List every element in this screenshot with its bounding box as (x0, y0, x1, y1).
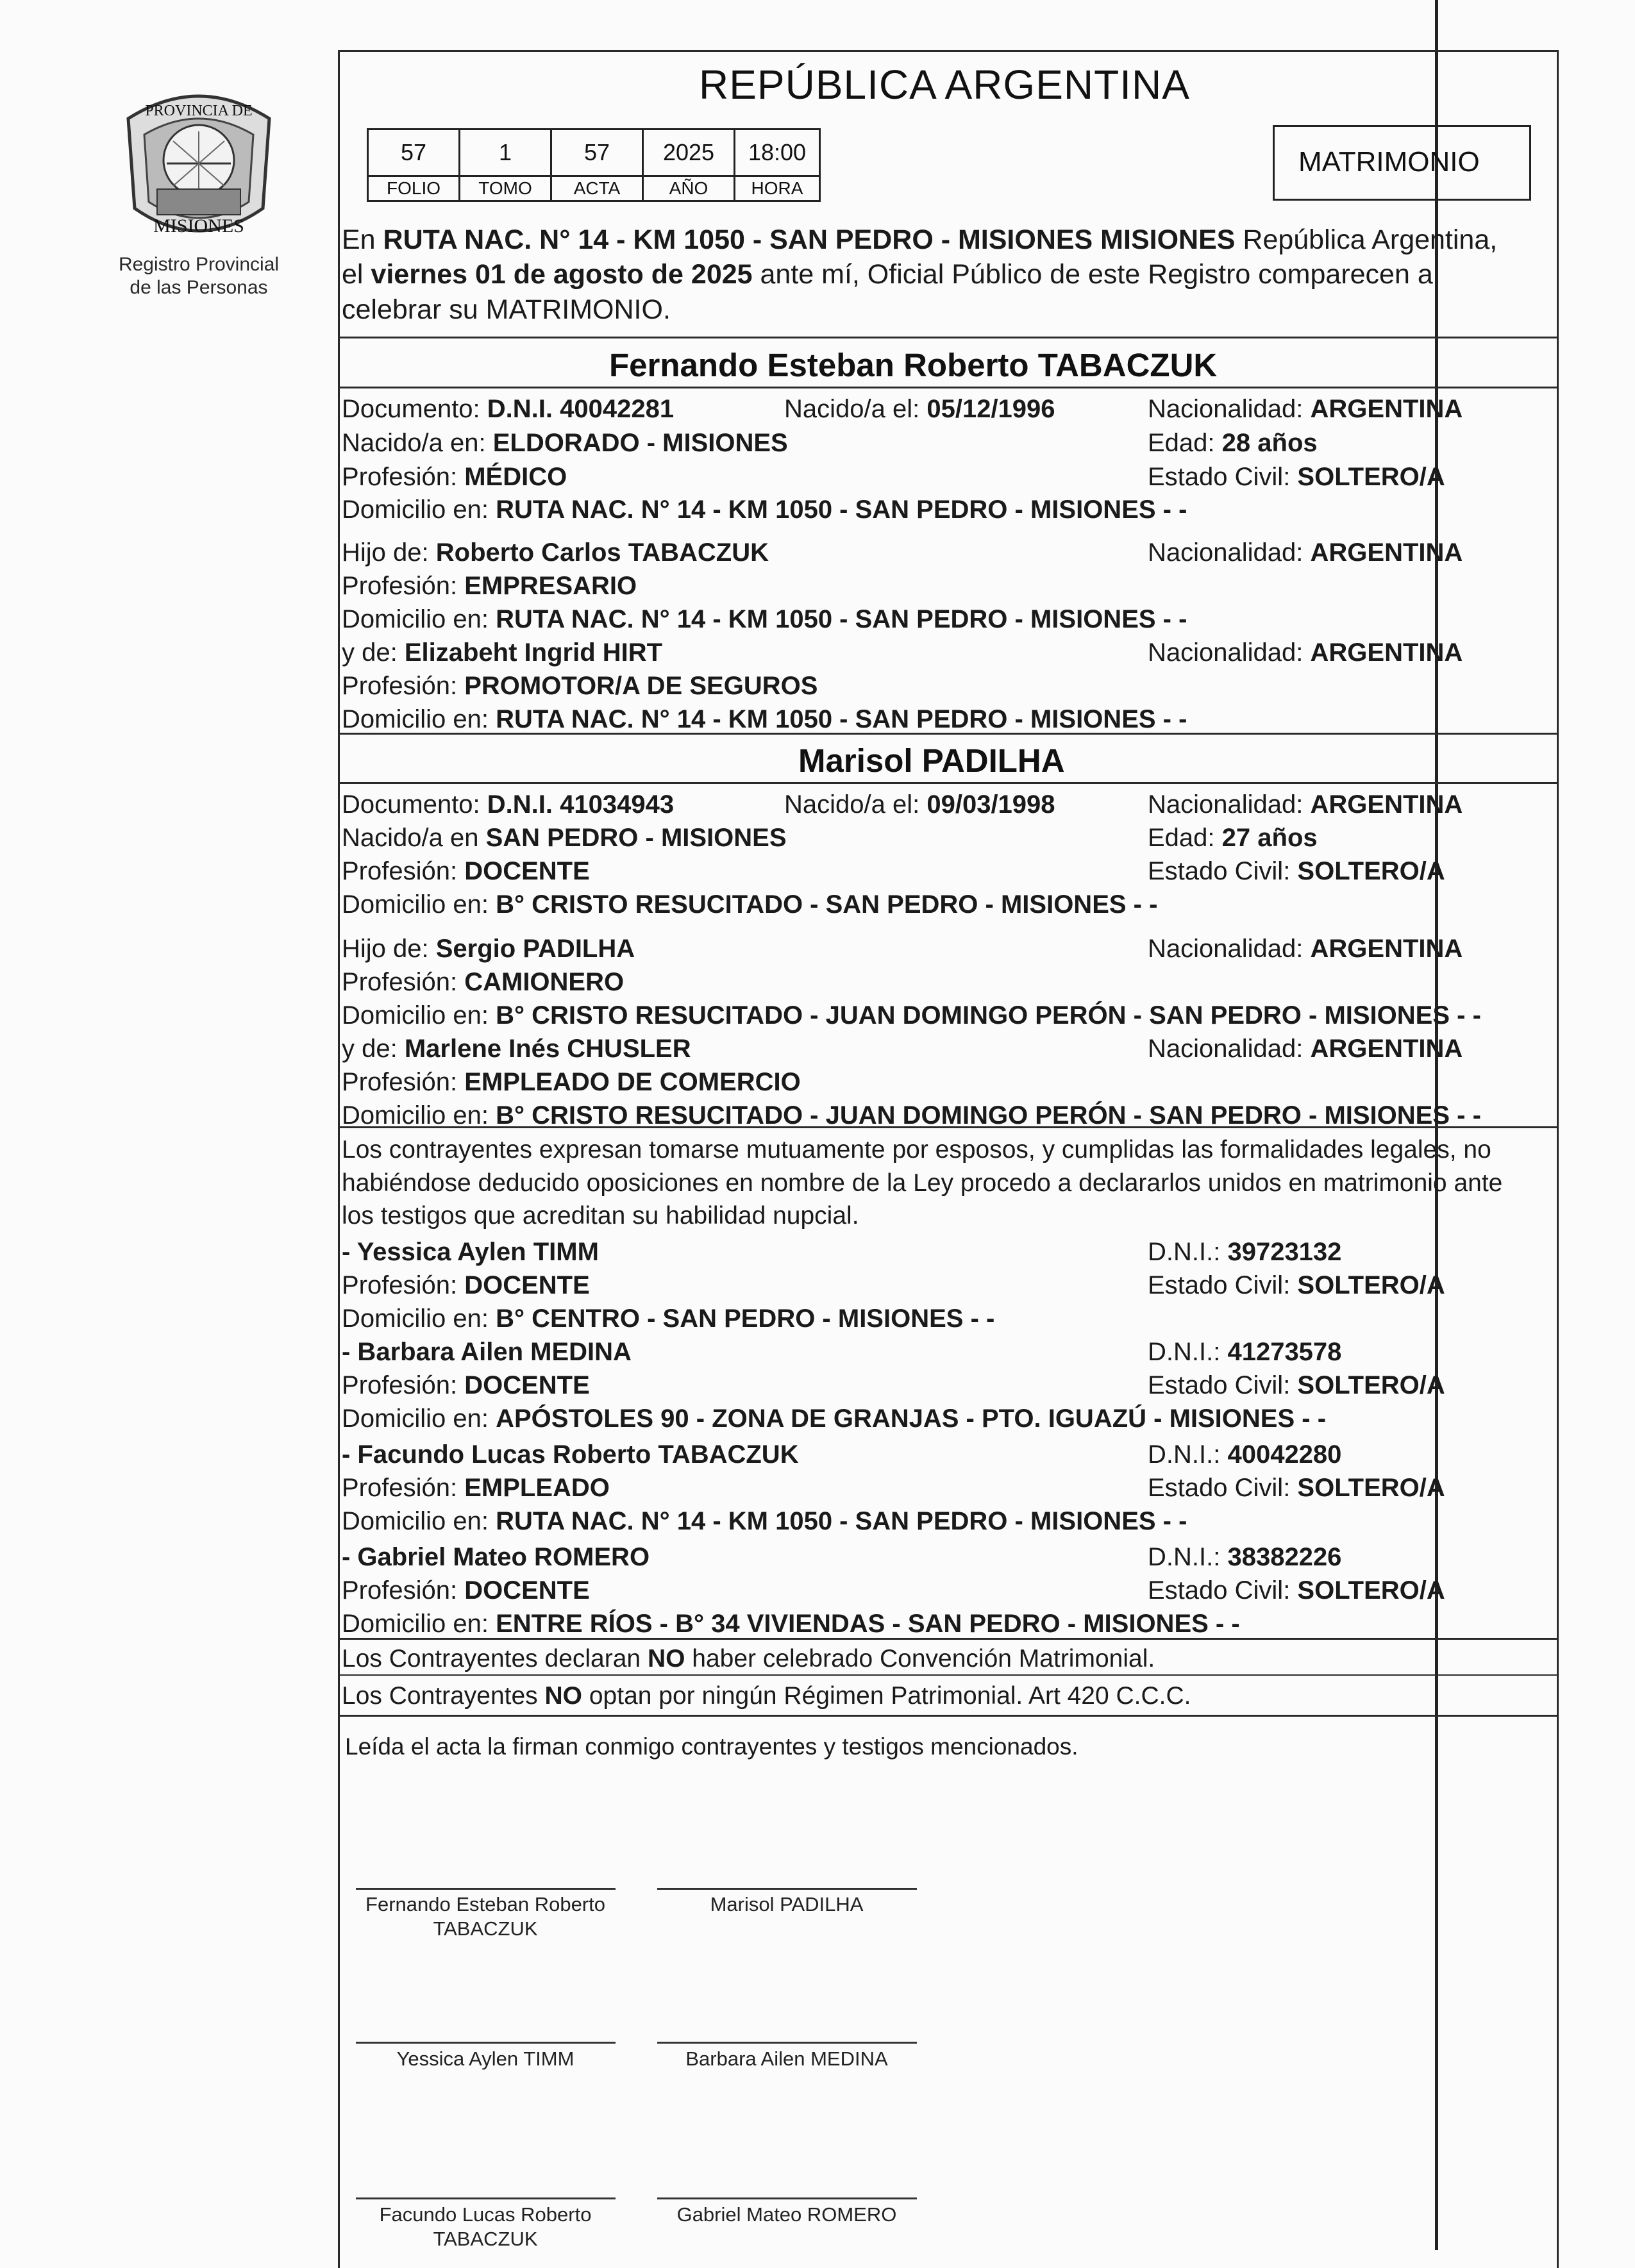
value: APÓSTOLES 90 - ZONA DE GRANJAS - PTO. IGUAZÚ - MISIONES - - (496, 1405, 1327, 1433)
hour-value: 18:00 (735, 129, 820, 176)
value: RUTA NAC. N° 14 - KM 1050 - SAN PEDRO - MISIONES - - (496, 1507, 1187, 1535)
value: SOLTERO/A (1297, 1474, 1445, 1502)
spouse2-father-profession (342, 967, 624, 997)
value: ARGENTINA (1310, 1035, 1463, 1063)
value: B° CENTRO - SAN PEDRO - MISIONES - - (496, 1305, 995, 1333)
value: SOLTERO/A (1297, 857, 1445, 885)
value: B° CRISTO RESUCITADO - JUAN DOMINGO PERÓN - SAN PEDRO - MISIONES - - (496, 1001, 1481, 1030)
witness-civil-status (1148, 1371, 1445, 1400)
witness-dni (1148, 1237, 1341, 1267)
label: Nacido/a el: (784, 790, 927, 819)
signature-line (356, 2197, 616, 2199)
witness-civil-status (1148, 1576, 1445, 1605)
registry-name-line: de las Personas (130, 277, 268, 298)
label: Profesión: (342, 1271, 465, 1299)
label: Domicilio en: (342, 890, 496, 919)
label: Documento: (342, 395, 487, 423)
label: Domicilio en: (342, 1610, 496, 1638)
emphasis: NO (544, 1682, 583, 1710)
value: ELDORADO - MISIONES (492, 429, 788, 457)
value: Marlene Inés CHUSLER (404, 1035, 691, 1063)
emphasis: NO (647, 1645, 685, 1672)
spouse2-nationality (1148, 790, 1463, 819)
value: ENTRE RÍOS - B° 34 VIVIENDAS - SAN PEDRO - MISIONES - - (496, 1610, 1240, 1638)
value: D.N.I. 41034943 (487, 790, 675, 819)
value: SOLTERO/A (1297, 1576, 1445, 1605)
label: Profesión: (342, 463, 465, 491)
label: Estado Civil: (1148, 1576, 1298, 1605)
witness-name: - Barbara Ailen MEDINA (342, 1338, 632, 1366)
divider (338, 1715, 1559, 1717)
registry-name (77, 253, 321, 299)
spouse2-mother-address (342, 1101, 1481, 1130)
label: Domicilio en: (342, 1507, 496, 1535)
label: Hijo de: (342, 538, 436, 567)
spouse1-age (1148, 428, 1318, 458)
label: Domicilio en: (342, 1305, 496, 1333)
value: DOCENTE (464, 857, 590, 885)
spouse2-address (342, 890, 1157, 919)
value: D.N.I. 40042281 (487, 395, 675, 423)
signature-name-line: TABACZUK (433, 2228, 538, 2250)
label: Nacido/a en: (342, 429, 493, 457)
spouse2-mother (342, 1034, 691, 1063)
spouse1-civil-status (1148, 462, 1445, 492)
label: Nacido/a en (342, 824, 486, 852)
signature-name (649, 1892, 925, 1917)
witness-profession (342, 1576, 590, 1605)
value: SOLTERO/A (1297, 463, 1445, 491)
closing-statement: Leída el acta la firman conmigo contrayentes y testigos mencionados. (345, 1733, 1078, 1760)
signature-line (657, 1888, 917, 1890)
spouse2-birth-date (784, 790, 1055, 819)
witness-dni (1148, 1337, 1341, 1367)
label: Profesión: (342, 672, 465, 700)
spouse1-mother (342, 638, 662, 667)
witness-address (342, 1506, 1187, 1536)
acta-value: 57 (551, 129, 643, 176)
patrimonial-line-1 (342, 1644, 1155, 1674)
intro-text: el (342, 259, 371, 290)
tomo-label: TOMO (460, 176, 551, 201)
value: ARGENTINA (1310, 538, 1463, 567)
value: EMPLEADO DE COMERCIO (464, 1068, 801, 1096)
label: Nacionalidad: (1148, 638, 1311, 667)
hour-label: HORA (735, 176, 820, 201)
intro-line-2 (342, 258, 1433, 291)
label: Profesión: (342, 1068, 465, 1096)
label: Domicilio en: (342, 705, 496, 733)
witness-name: - Facundo Lucas Roberto TABACZUK (342, 1440, 799, 1469)
value: DOCENTE (464, 1271, 590, 1299)
value: B° CRISTO RESUCITADO - JUAN DOMINGO PERÓN - SAN PEDRO - MISIONES - - (496, 1101, 1481, 1130)
value: DOCENTE (464, 1371, 590, 1399)
value: ARGENTINA (1310, 395, 1463, 423)
divider (338, 1674, 1559, 1676)
seal-text-top: PROVINCIA DE (145, 103, 253, 119)
label: Nacionalidad: (1148, 395, 1311, 423)
value: ARGENTINA (1310, 935, 1463, 963)
value: Roberto Carlos TABACZUK (435, 538, 769, 567)
label: Domicilio en: (342, 1405, 496, 1433)
signature-line (356, 1888, 616, 1890)
spouse2-father (342, 934, 635, 963)
value: RUTA NAC. N° 14 - KM 1050 - SAN PEDRO - MISIONES - - (496, 496, 1187, 524)
acta-label: ACTA (551, 176, 643, 201)
signature-name (348, 2203, 623, 2251)
spouse1-mother-address (342, 705, 1187, 734)
signature-name (649, 2203, 925, 2227)
witness-profession (342, 1473, 610, 1503)
label: Nacionalidad: (1148, 790, 1311, 819)
spouse1-address (342, 495, 1187, 524)
value: RUTA NAC. N° 14 - KM 1050 - SAN PEDRO - MISIONES - - (496, 605, 1187, 633)
spouse1-nationality (1148, 394, 1463, 424)
divider (338, 782, 1559, 784)
value: Sergio PADILHA (435, 935, 635, 963)
value: CAMIONERO (464, 968, 625, 996)
value: 05/12/1996 (927, 395, 1055, 423)
witness-address (342, 1404, 1326, 1433)
label: Estado Civil: (1148, 1371, 1298, 1399)
signature-name-line: TABACZUK (433, 1917, 538, 1940)
label: Domicilio en: (342, 1001, 496, 1030)
label: Domicilio en: (342, 496, 496, 524)
witness-profession (342, 1371, 590, 1400)
witness-address (342, 1609, 1240, 1638)
intro-text: ante mí, Oficial Público de este Registro comparecen a (752, 259, 1433, 290)
signature-line (657, 2042, 917, 2044)
text: Los Contrayentes (342, 1682, 545, 1710)
signature-line (657, 2197, 917, 2199)
value: Elizabeht Ingrid HIRT (404, 638, 663, 667)
signature-line (356, 2042, 616, 2044)
spouse1-father (342, 538, 769, 567)
label: D.N.I.: (1148, 1440, 1228, 1469)
witness-name: - Gabriel Mateo ROMERO (342, 1543, 650, 1571)
declaration-line: los testigos que acreditan su habilidad nupcial. (342, 1202, 859, 1230)
value: 28 años (1221, 429, 1318, 457)
label: Profesión: (342, 1576, 465, 1605)
label: Domicilio en: (342, 605, 496, 633)
spouse1-birth-date (784, 394, 1055, 424)
label: Nacido/a el: (784, 395, 927, 423)
registration-table (367, 128, 821, 202)
label: Nacionalidad: (1148, 1035, 1311, 1063)
seal-icon (109, 83, 289, 256)
patrimonial-line-2 (342, 1681, 1191, 1711)
label: Estado Civil: (1148, 857, 1298, 885)
divider (338, 387, 1559, 388)
label: Hijo de: (342, 935, 436, 963)
label: Domicilio en: (342, 1101, 496, 1130)
value: 38382226 (1227, 1543, 1342, 1571)
signature-name-line: Barbara Ailen MEDINA (685, 2047, 888, 2070)
spouse1-mother-nationality (1148, 638, 1463, 667)
value: MÉDICO (464, 463, 567, 491)
year-value: 2025 (643, 129, 735, 176)
signature-name-line: Facundo Lucas Roberto (379, 2203, 592, 2226)
witness-dni (1148, 1440, 1341, 1469)
spouse2-age (1148, 823, 1318, 853)
year-label: AÑO (643, 176, 735, 201)
label: y de: (342, 1035, 405, 1063)
value: PROMOTOR/A DE SEGUROS (464, 672, 818, 700)
seal-text-bottom: MISIONES (153, 215, 244, 237)
spouse1-birthplace (342, 428, 788, 458)
value: 39723132 (1227, 1238, 1342, 1266)
spouse2-document (342, 790, 674, 819)
label: D.N.I.: (1148, 1338, 1228, 1366)
spouse2-birthplace (342, 823, 787, 853)
spouse1-father-nationality (1148, 538, 1463, 567)
value: B° CRISTO RESUCITADO - SAN PEDRO - MISIONES - - (496, 890, 1158, 919)
label: Profesión: (342, 1371, 465, 1399)
declaration-line: Los contrayentes expresan tomarse mutuamente por esposos, y cumplidas las formalidades legales, no (342, 1136, 1491, 1163)
label: Profesión: (342, 1474, 465, 1502)
value: SAN PEDRO - MISIONES (485, 824, 787, 852)
label: Nacionalidad: (1148, 935, 1311, 963)
label: D.N.I.: (1148, 1543, 1228, 1571)
label: Edad: (1148, 429, 1222, 457)
value: SOLTERO/A (1297, 1371, 1445, 1399)
provincial-seal-logo (109, 83, 289, 256)
intro-place: RUTA NAC. N° 14 - KM 1050 - SAN PEDRO - MISIONES MISIONES (383, 224, 1236, 255)
spouse1-profession (342, 462, 567, 492)
value: 09/03/1998 (927, 790, 1055, 819)
witness-civil-status (1148, 1271, 1445, 1300)
value: DOCENTE (464, 1576, 590, 1605)
spouse2-profession (342, 856, 590, 886)
label: Nacionalidad: (1148, 538, 1311, 567)
value: 40042280 (1227, 1440, 1342, 1469)
spouse2-name-heading: Marisol PADILHA (798, 742, 1065, 779)
tomo-value: 1 (460, 129, 551, 176)
text: optan por ningún Régimen Patrimonial. Art 420 C.C.C. (582, 1682, 1191, 1710)
registry-name-line: Registro Provincial (118, 254, 280, 275)
divider (338, 337, 1559, 338)
witness-civil-status (1148, 1473, 1445, 1503)
value: 27 años (1221, 824, 1318, 852)
spouse1-name-heading: Fernando Esteban Roberto TABACZUK (609, 347, 1218, 383)
folio-label: FOLIO (368, 176, 460, 201)
spouse1-father-profession (342, 571, 637, 601)
label: Profesión: (342, 857, 465, 885)
value: EMPLEADO (464, 1474, 610, 1502)
witness-name: - Yessica Aylen TIMM (342, 1238, 599, 1266)
intro-date: viernes 01 de agosto de 2025 (371, 259, 753, 290)
signature-name-line: Yessica Aylen TIMM (396, 2047, 574, 2070)
text: haber celebrado Convención Matrimonial. (685, 1645, 1155, 1672)
witness-address (342, 1304, 994, 1333)
label: Estado Civil: (1148, 1474, 1298, 1502)
signature-name (649, 2047, 925, 2071)
signature-name (348, 2047, 623, 2071)
spouse2-mother-nationality (1148, 1034, 1463, 1063)
value: RUTA NAC. N° 14 - KM 1050 - SAN PEDRO - MISIONES - - (496, 705, 1187, 733)
signature-name-line: Gabriel Mateo ROMERO (676, 2203, 897, 2226)
label: D.N.I.: (1148, 1238, 1228, 1266)
intro-line-1 (342, 223, 1497, 256)
spouse2-father-address (342, 1001, 1481, 1030)
intro-line-3: celebrar su MATRIMONIO. (342, 294, 671, 325)
label: y de: (342, 638, 405, 667)
spouse2-father-nationality (1148, 934, 1463, 963)
label: Edad: (1148, 824, 1222, 852)
value: SOLTERO/A (1297, 1271, 1445, 1299)
label: Profesión: (342, 968, 465, 996)
spouse2-mother-profession (342, 1067, 801, 1097)
folio-value: 57 (368, 129, 460, 176)
label: Documento: (342, 790, 487, 819)
witness-profession (342, 1271, 590, 1300)
value: ARGENTINA (1310, 638, 1463, 667)
spouse2-civil-status (1148, 856, 1445, 886)
value: EMPRESARIO (464, 572, 637, 600)
signature-name-line: Fernando Esteban Roberto (365, 1893, 605, 1915)
text: Los Contrayentes declaran (342, 1645, 648, 1672)
signature-name (348, 1892, 623, 1941)
spouse1-mother-profession (342, 671, 818, 701)
value: 41273578 (1227, 1338, 1342, 1366)
intro-text: República Argentina, (1235, 224, 1498, 255)
spouse1-document (342, 394, 674, 424)
act-type: MATRIMONIO (1298, 146, 1480, 178)
signature-name-line: Marisol PADILHA (710, 1893, 864, 1915)
witness-dni (1148, 1542, 1341, 1572)
label: Estado Civil: (1148, 1271, 1298, 1299)
declaration-line: habiéndose deducido oposiciones en nombre de la Ley procedo a declararlos unidos en matrimonio ante (342, 1169, 1503, 1197)
value: ARGENTINA (1310, 790, 1463, 819)
label: Estado Civil: (1148, 463, 1298, 491)
page-title: REPÚBLICA ARGENTINA (699, 62, 1190, 108)
intro-text: En (342, 224, 383, 255)
label: Profesión: (342, 572, 465, 600)
spouse1-father-address (342, 605, 1187, 634)
